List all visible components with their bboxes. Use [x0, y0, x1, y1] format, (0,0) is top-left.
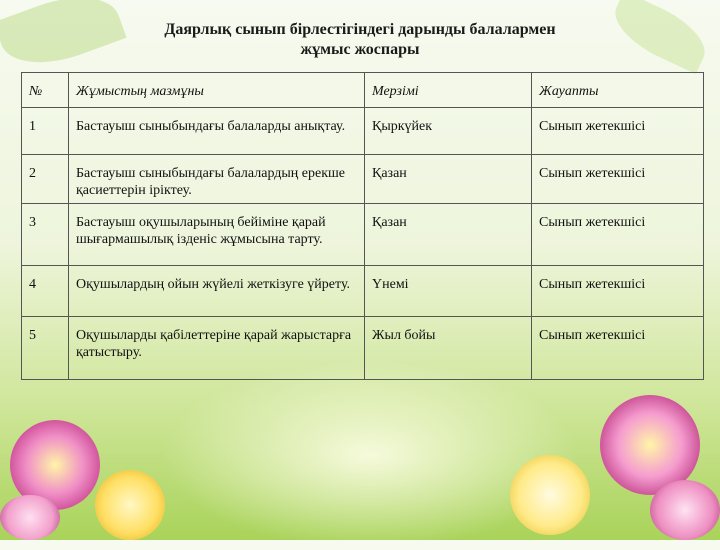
- table-row: [22, 317, 704, 380]
- row-deadline: Қазан: [365, 155, 532, 204]
- row-deadline: Қазан: [365, 204, 532, 266]
- row-number: 4: [22, 266, 69, 317]
- flower-decoration: [0, 495, 60, 540]
- flower-decoration: [510, 455, 590, 535]
- table-row: [22, 266, 704, 317]
- row-responsible: Сынып жетекшісі: [532, 317, 704, 380]
- row-number: 2: [22, 155, 69, 204]
- row-responsible: Сынып жетекшісі: [532, 108, 704, 155]
- row-deadline: Үнемі: [365, 266, 532, 317]
- table-row: [22, 155, 704, 204]
- row-content: Бастауыш сыныбындағы балаларды анықтау.: [69, 108, 365, 155]
- row-number: 5: [22, 317, 69, 380]
- flower-decoration: [95, 470, 165, 540]
- header-deadline: Мерзімі: [365, 73, 532, 108]
- table-row: [22, 204, 704, 266]
- row-content: Бастауыш оқушыларының бейіміне қарай шығармашылық ізденіс жұмысына тарту.: [69, 204, 365, 266]
- background-glow: [160, 360, 580, 550]
- flower-decoration: [650, 480, 720, 540]
- title-line-1: Даярлық сынып бірлестігіндегі дарынды балалармен: [164, 21, 556, 38]
- header-content: Жұмыстың мазмұны: [69, 73, 365, 108]
- row-content: Оқушылардың ойын жүйелі жеткізуге үйрету.: [69, 266, 365, 317]
- row-deadline: Жыл бойы: [365, 317, 532, 380]
- row-responsible: Сынып жетекшісі: [532, 155, 704, 204]
- row-content: Оқушыларды қабілеттеріне қарай жарыстарға қатыстыру.: [69, 317, 365, 380]
- header-responsible: Жауапты: [532, 73, 704, 108]
- row-responsible: Сынып жетекшісі: [532, 204, 704, 266]
- row-number: 1: [22, 108, 69, 155]
- title-line-2: жұмыс жоспары: [300, 41, 420, 58]
- row-content: Бастауыш сыныбындағы балалардың ерекше қасиеттерін іріктеу.: [69, 155, 365, 204]
- page-title: [0, 20, 720, 60]
- work-plan-table: [21, 72, 704, 380]
- table-header-row: [22, 73, 704, 108]
- row-responsible: Сынып жетекшісі: [532, 266, 704, 317]
- row-deadline: Қыркүйек: [365, 108, 532, 155]
- header-number: №: [22, 73, 69, 108]
- row-number: 3: [22, 204, 69, 266]
- table-row: [22, 108, 704, 155]
